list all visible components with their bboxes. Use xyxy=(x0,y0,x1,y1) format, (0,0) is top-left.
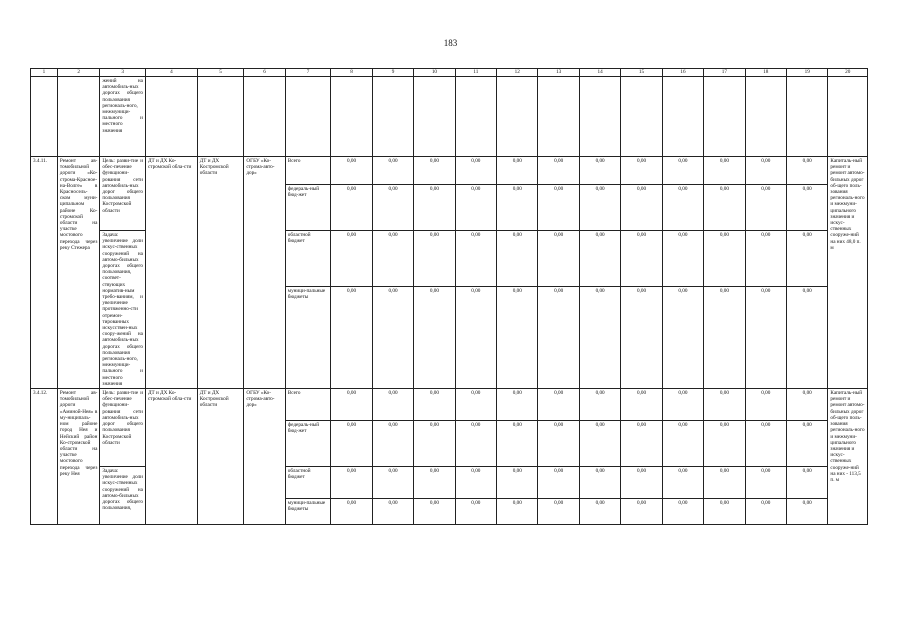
funding-source-cell: федераль-ный бюд-жет xyxy=(285,421,331,467)
value-cell: 0,00 xyxy=(579,157,620,185)
column-header: 7 xyxy=(285,69,331,77)
value-cell: 0,00 xyxy=(621,157,662,185)
value-cell: 0,00 xyxy=(745,185,786,231)
empty-cell xyxy=(331,77,372,157)
responsible-cell: ДТ и ДХ Ко-стромской обла-сти xyxy=(145,389,197,525)
value-cell: 0,00 xyxy=(579,287,620,389)
value-cell: 0,00 xyxy=(662,421,703,467)
value-cell: 0,00 xyxy=(704,287,745,389)
column-header: 13 xyxy=(538,69,579,77)
column-header: 11 xyxy=(455,69,496,77)
executor-cell: ОГБУ «Ко-строма-авто-дор» xyxy=(244,389,285,525)
value-cell: 0,00 xyxy=(497,287,538,389)
value-cell: 0,00 xyxy=(372,157,413,185)
value-cell: 0,00 xyxy=(745,157,786,185)
value-cell: 0,00 xyxy=(497,389,538,421)
empty-cell xyxy=(662,77,703,157)
value-cell: 0,00 xyxy=(331,421,372,467)
value-cell: 0,00 xyxy=(497,185,538,231)
value-cell: 0,00 xyxy=(787,421,828,467)
measure-name-cell: Ремонт ав-томобильной дороги «Ко-строма-Красное-на-Волге» в Красносель-ском муни-ципальном районе Ко-стромской области на участке мостового перехода через реку Стежера xyxy=(57,157,99,389)
value-cell: 0,00 xyxy=(579,421,620,467)
value-cell: 0,00 xyxy=(414,499,455,525)
value-cell: 0,00 xyxy=(538,231,579,287)
funding-source-cell: муници-пальные бюджеты xyxy=(285,499,331,525)
value-cell: 0,00 xyxy=(704,185,745,231)
empty-cell xyxy=(197,77,244,157)
executor-cell: ОГБУ «Ко-строма-авто-дор» xyxy=(244,157,285,389)
value-cell: 0,00 xyxy=(497,421,538,467)
value-cell: 0,00 xyxy=(538,421,579,467)
value-cell: 0,00 xyxy=(662,467,703,499)
value-cell: 0,00 xyxy=(745,499,786,525)
value-cell: 0,00 xyxy=(331,287,372,389)
value-cell: 0,00 xyxy=(414,287,455,389)
value-cell: 0,00 xyxy=(787,157,828,185)
column-header: 2 xyxy=(57,69,99,77)
value-cell: 0,00 xyxy=(414,157,455,185)
value-cell: 0,00 xyxy=(372,389,413,421)
empty-cell xyxy=(372,77,413,157)
header-row xyxy=(31,69,868,77)
funding-source-cell: Всего xyxy=(285,389,331,421)
column-header: 18 xyxy=(745,69,786,77)
program-table xyxy=(30,68,868,525)
value-cell: 0,00 xyxy=(704,231,745,287)
value-cell: 0,00 xyxy=(745,287,786,389)
result-cell: Капиталь-ный ремонт и ремонт автомо-бильных дорог об-щего поль-зования региональ-ного и межмуни-ципального значения и искус-ственных сооруже-ний на них 48,0 п. м xyxy=(828,157,868,389)
empty-cell xyxy=(787,77,828,157)
funding-source-cell: Всего xyxy=(285,157,331,185)
value-cell: 0,00 xyxy=(455,287,496,389)
empty-cell xyxy=(285,77,331,157)
value-cell: 0,00 xyxy=(579,467,620,499)
task-cell: Задача: увеличение доли искус-ственных сооружений на автомо-бильных дорогах общего пользования, соответ-ствующих норматив-ным требо-ваниям, и увеличение протяженно-сти отремон-тированных искусствен-ных соору-жений на автомобиль-ных дорогах общего пользования региональ-ного, межмуници-пального и местного значения xyxy=(100,231,146,389)
empty-cell xyxy=(538,77,579,157)
goal-cell: Цель: разви-тие и обес-печение функциони-рования сети автомобиль-ных дорог общего пользования Костромской области xyxy=(100,389,146,467)
value-cell: 0,00 xyxy=(331,157,372,185)
column-header: 10 xyxy=(414,69,455,77)
value-cell: 0,00 xyxy=(538,287,579,389)
task-continuation-cell: жений на автомобиль-ных дорогах общего пользования региональ-ного, межмуници-пального и местного значения xyxy=(100,77,146,157)
measure-row xyxy=(31,157,868,185)
value-cell: 0,00 xyxy=(621,467,662,499)
column-header: 5 xyxy=(197,69,244,77)
value-cell: 0,00 xyxy=(331,499,372,525)
measure-row xyxy=(31,389,868,421)
value-cell: 0,00 xyxy=(662,231,703,287)
empty-cell xyxy=(244,77,285,157)
value-cell: 0,00 xyxy=(414,185,455,231)
value-cell: 0,00 xyxy=(331,231,372,287)
measure-number-cell: 3.4.12. xyxy=(31,389,58,525)
goal-cell: Цель: разви-тие и обес-печение функциони-рования сети автомобиль-ных дорог общего пользования Костромской области xyxy=(100,157,146,231)
value-cell: 0,00 xyxy=(621,231,662,287)
value-cell: 0,00 xyxy=(414,389,455,421)
value-cell: 0,00 xyxy=(497,231,538,287)
value-cell: 0,00 xyxy=(787,185,828,231)
value-cell: 0,00 xyxy=(704,157,745,185)
value-cell: 0,00 xyxy=(455,231,496,287)
empty-cell xyxy=(745,77,786,157)
value-cell: 0,00 xyxy=(538,467,579,499)
value-cell: 0,00 xyxy=(662,157,703,185)
column-header: 8 xyxy=(331,69,372,77)
column-header: 19 xyxy=(787,69,828,77)
column-header: 3 xyxy=(100,69,146,77)
page-number: 183 xyxy=(443,38,458,48)
value-cell: 0,00 xyxy=(414,421,455,467)
value-cell: 0,00 xyxy=(621,185,662,231)
value-cell: 0,00 xyxy=(538,499,579,525)
value-cell: 0,00 xyxy=(538,389,579,421)
empty-cell xyxy=(497,77,538,157)
column-header: 9 xyxy=(372,69,413,77)
value-cell: 0,00 xyxy=(372,231,413,287)
empty-cell xyxy=(31,77,58,157)
empty-cell xyxy=(57,77,99,157)
funding-source-cell: федераль-ный бюд-жет xyxy=(285,185,331,231)
empty-cell xyxy=(828,77,868,157)
value-cell: 0,00 xyxy=(372,421,413,467)
coexecutor-cell: ДТ и ДХ Костромской области xyxy=(197,157,244,389)
column-header: 17 xyxy=(704,69,745,77)
value-cell: 0,00 xyxy=(414,231,455,287)
value-cell: 0,00 xyxy=(621,389,662,421)
value-cell: 0,00 xyxy=(579,185,620,231)
responsible-cell: ДТ и ДХ Ко-стромской обла-сти xyxy=(145,157,197,389)
value-cell: 0,00 xyxy=(662,185,703,231)
value-cell: 0,00 xyxy=(787,499,828,525)
value-cell: 0,00 xyxy=(414,467,455,499)
empty-cell xyxy=(704,77,745,157)
column-header: 12 xyxy=(497,69,538,77)
coexecutor-cell: ДТ и ДХ Костромской области xyxy=(197,389,244,525)
value-cell: 0,00 xyxy=(745,231,786,287)
column-header: 14 xyxy=(579,69,620,77)
value-cell: 0,00 xyxy=(621,499,662,525)
value-cell: 0,00 xyxy=(787,287,828,389)
value-cell: 0,00 xyxy=(455,185,496,231)
funding-source-cell: областной бюджет xyxy=(285,231,331,287)
value-cell: 0,00 xyxy=(579,231,620,287)
value-cell: 0,00 xyxy=(372,467,413,499)
value-cell: 0,00 xyxy=(621,421,662,467)
value-cell: 0,00 xyxy=(455,157,496,185)
value-cell: 0,00 xyxy=(704,467,745,499)
value-cell: 0,00 xyxy=(497,157,538,185)
column-header: 4 xyxy=(145,69,197,77)
funding-source-cell: муници-пальные бюджеты xyxy=(285,287,331,389)
column-header: 6 xyxy=(244,69,285,77)
column-header: 15 xyxy=(621,69,662,77)
value-cell: 0,00 xyxy=(662,287,703,389)
continuation-row xyxy=(31,77,868,157)
value-cell: 0,00 xyxy=(579,499,620,525)
value-cell: 0,00 xyxy=(704,389,745,421)
value-cell: 0,00 xyxy=(497,467,538,499)
value-cell: 0,00 xyxy=(745,421,786,467)
column-header: 1 xyxy=(31,69,58,77)
value-cell: 0,00 xyxy=(497,499,538,525)
result-cell: Капиталь-ный ремонт и ремонт автомо-бильных дорог об-щего поль-зования региональ-ного и межмуни-ципального значения и искус-ственных сооруже-ний на них - 113,5 п. м xyxy=(828,389,868,525)
empty-cell xyxy=(579,77,620,157)
value-cell: 0,00 xyxy=(579,389,620,421)
value-cell: 0,00 xyxy=(455,421,496,467)
value-cell: 0,00 xyxy=(704,499,745,525)
value-cell: 0,00 xyxy=(331,389,372,421)
value-cell: 0,00 xyxy=(538,185,579,231)
value-cell: 0,00 xyxy=(787,231,828,287)
value-cell: 0,00 xyxy=(455,467,496,499)
value-cell: 0,00 xyxy=(787,467,828,499)
value-cell: 0,00 xyxy=(745,389,786,421)
value-cell: 0,00 xyxy=(704,421,745,467)
value-cell: 0,00 xyxy=(621,287,662,389)
column-header: 16 xyxy=(662,69,703,77)
funding-source-cell: областной бюджет xyxy=(285,467,331,499)
task-cell: Задача: увеличение доли искус-ственных сооружений на автомо-бильных дорогах общего пользования, xyxy=(100,467,146,525)
value-cell: 0,00 xyxy=(455,499,496,525)
value-cell: 0,00 xyxy=(331,467,372,499)
empty-cell xyxy=(621,77,662,157)
empty-cell xyxy=(145,77,197,157)
value-cell: 0,00 xyxy=(331,185,372,231)
value-cell: 0,00 xyxy=(662,499,703,525)
value-cell: 0,00 xyxy=(538,157,579,185)
measure-number-cell: 3.4.11. xyxy=(31,157,58,389)
value-cell: 0,00 xyxy=(372,499,413,525)
value-cell: 0,00 xyxy=(787,389,828,421)
value-cell: 0,00 xyxy=(372,185,413,231)
empty-cell xyxy=(455,77,496,157)
value-cell: 0,00 xyxy=(662,389,703,421)
value-cell: 0,00 xyxy=(372,287,413,389)
value-cell: 0,00 xyxy=(455,389,496,421)
measure-name-cell: Ремонт ав-томобильной дороги «Аминой-Нея» в му-ниципаль-ном районе город Нея и Нейский район Ко-стромской области на участке мостового перехода через реку Нея xyxy=(57,389,99,525)
column-header: 20 xyxy=(828,69,868,77)
value-cell: 0,00 xyxy=(745,467,786,499)
empty-cell xyxy=(414,77,455,157)
